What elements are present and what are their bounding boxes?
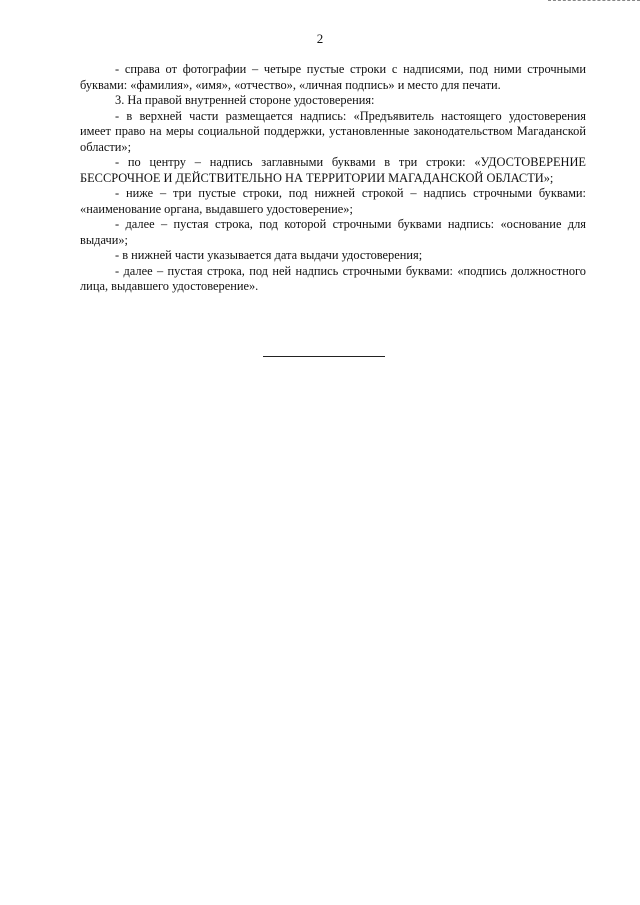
- paragraph-top-inscription: - в верхней части размещается надпись: «Предъявитель настоящего удостоверения имеет право на меры социальной поддержки, установленные законодательством Магаданской области»;: [80, 108, 586, 154]
- page-number: 2: [316, 31, 324, 46]
- paragraph-issue-basis: - далее – пустая строка, под которой строчными буквами надпись: «основание для выдачи»;: [80, 217, 586, 247]
- paragraph-photo-right: - справа от фотографии – четыре пустые строки с надписями, под ними строчными буквами: «фамилия», «имя», «отчество», «личная подпись» и место для печати.: [80, 62, 586, 92]
- document-body: [80, 62, 586, 295]
- scan-edge-mark: [548, 0, 640, 1]
- paragraph-official-signature: - далее – пустая строка, под ней надпись строчными буквами: «подпись должностного лица, выдавшего удостоверение».: [80, 263, 586, 293]
- end-of-text-rule: [263, 356, 385, 357]
- paragraph-issuing-authority: - ниже – три пустые строки, под нижней строкой – надпись строчными буквами: «наименование органа, выдавшего удостоверение»;: [80, 186, 586, 216]
- paragraph-issue-date: - в нижней части указывается дата выдачи удостоверения;: [115, 248, 423, 262]
- paragraph-section-3-heading: 3. На правой внутренней стороне удостоверения:: [115, 93, 375, 107]
- paragraph-center-inscription: - по центру – надпись заглавными буквами в три строки: «УДОСТОВЕРЕНИЕ БЕССРОЧНОЕ И ДЕЙСТВИТЕЛЬНО НА ТЕРРИТОРИИ МАГАДАНСКОЙ ОБЛАСТИ»;: [80, 155, 586, 185]
